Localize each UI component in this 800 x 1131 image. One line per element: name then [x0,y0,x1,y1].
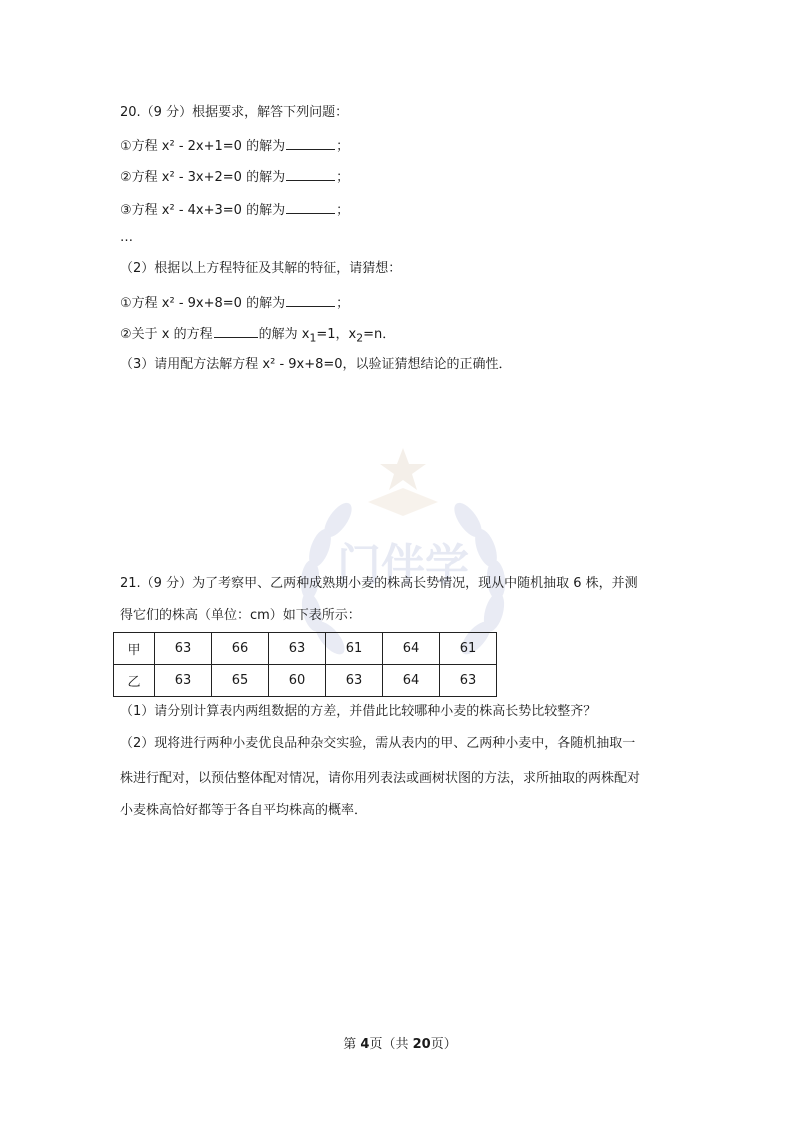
page-number: 4 [360,1037,370,1052]
q21-part-1: （1）请分别计算表内两组数据的方差，并借此比较哪种小麦的株高长势比较整齐？ [120,704,597,719]
q20-part-3: （3）请用配方法解方程 x² - 9x+8=0，以验证猜想结论的正确性． [120,357,512,372]
q20-item-3-end: ； [336,203,350,218]
watermark-text: 门伴学 [337,540,469,591]
table-cell: 61 [326,633,383,665]
table-row [114,665,497,697]
table-cell: 66 [212,633,269,665]
page-footer [0,1033,800,1052]
q20-item-3 [120,199,349,221]
footer-pre: 第 [343,1037,361,1052]
q21-line-2: 得它们的株高（单位：cm）如下表所示： [120,608,361,623]
q20-part-2-item-1 [120,292,349,314]
table-cell: 63 [326,665,383,697]
table-cell: 甲 [114,633,155,665]
answer-blank[interactable] [286,135,335,150]
graduation-cap-icon [368,488,438,516]
q21-part-2-line-1: （2）现将进行两种小麦优良品种杂交实验，需从表内的甲、乙两种小麦中，各随机抽取一 [120,736,636,751]
table-cell: 60 [269,665,326,697]
q20-part-2-item-2-mid: 的解为 x [258,327,310,342]
answer-blank[interactable] [286,166,335,181]
q20-part-2-item-1-end: ； [336,296,350,311]
answer-blank[interactable] [286,292,335,307]
table-cell: 乙 [114,665,155,697]
q20-header: 20.（9 分）根据要求，解答下列问题： [120,105,349,120]
table-cell: 63 [269,633,326,665]
wheat-height-table [113,632,497,697]
watermark-logo [268,440,538,660]
q20-part-2-item-2 [120,323,395,349]
q20-part-2-item-1-text: ①方程 x² - 9x+8=0 的解为 [120,296,286,311]
q21-line-1: 21.（9 分）为了考察甲、乙两种成熟期小麦的株高长势情况，现从中随机抽取 6 株，并测 [120,576,638,591]
q20-item-2-end: ； [336,170,350,185]
q20-item-1-text: ①方程 x² - 2x+1=0 的解为 [120,139,286,154]
table-cell: 64 [383,665,440,697]
table-cell: 63 [155,665,212,697]
table-cell: 63 [155,633,212,665]
q20-item-1 [120,135,349,157]
table-cell: 64 [383,633,440,665]
star-icon [380,448,426,490]
subscript: 2 [356,331,364,345]
q20-item-2 [120,166,349,188]
table-cell: 61 [440,633,497,665]
footer-mid: 页（共 [369,1037,413,1052]
q21-part-2-line-2: 株进行配对，以预估整体配对情况，请你用列表法或画树状图的方法，求所抽取的两株配对 [120,771,641,786]
table-cell: 63 [440,665,497,697]
q20-item-3-text: ③方程 x² - 4x+3=0 的解为 [120,203,286,218]
answer-blank[interactable] [286,199,335,214]
q20-ellipsis: … [120,230,133,245]
table-row [114,633,497,665]
answer-blank[interactable] [214,323,258,338]
table-cell: 65 [212,665,269,697]
q20-part-2: （2）根据以上方程特征及其解的特征，请猜想： [120,261,402,276]
q20-item-1-end: ； [336,139,350,154]
q20-part-2-item-2-mid2: =1，x [316,327,357,342]
q20-part-2-item-2-text: ②关于 x 的方程 [120,327,213,342]
footer-post: 页） [430,1037,457,1052]
q20-part-2-item-2-end: =n． [363,327,396,342]
q21-part-2-line-3: 小麦株高恰好都等于各自平均株高的概率． [120,803,368,818]
subscript: 1 [309,331,317,345]
total-pages: 20 [412,1037,431,1052]
q20-item-2-text: ②方程 x² - 3x+2=0 的解为 [120,170,286,185]
